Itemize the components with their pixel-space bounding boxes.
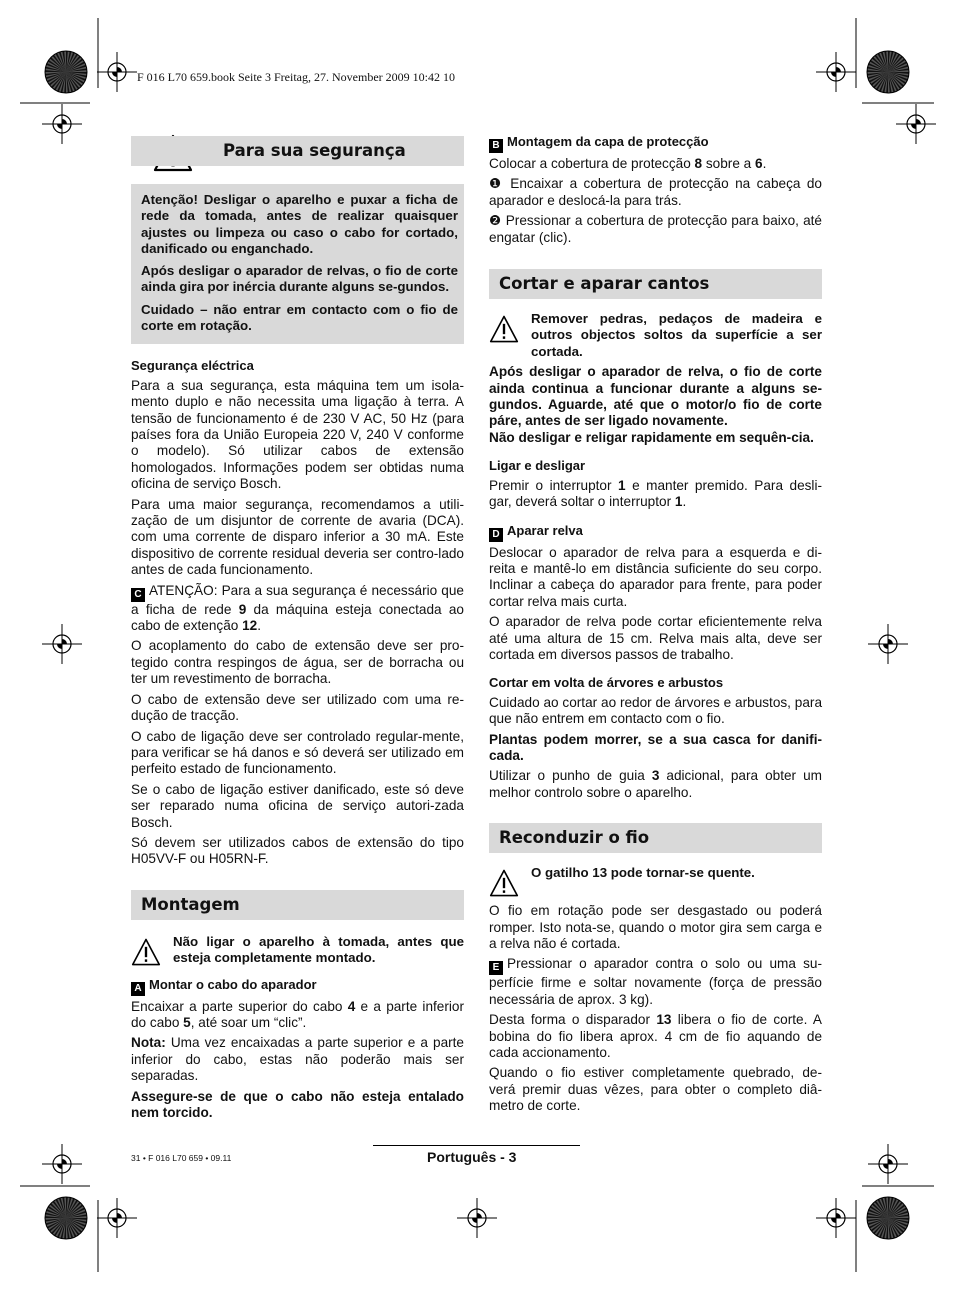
registration-mark-icon <box>472 1213 482 1223</box>
paragraph: O fio em rotação pode ser desgastado ou poderá romper. Isto nota-se, quando o motor gira sem carga e a relva não é cortada. <box>489 903 822 951</box>
paragraph: C ATENÇÃO: Para a sua segurança é necessário que a ficha de rede 9 da máquina esteja conectada ao cabo de extenção 12. <box>131 582 464 634</box>
trimming-heading: D Aparar relva <box>489 523 822 542</box>
bold-paragraph: Após desligar o aparador de relva, o fio de corte ainda continua a funcionar durante a alguns se-gundos. Aguarde, até que o motor/o fio de corte páre, antes de ser ligado novamente. <box>489 364 822 429</box>
figure-letter-badge: E <box>489 961 503 975</box>
step-number-icon: ❶ <box>489 176 504 192</box>
line-feed-section-title: Reconduzir o fio <box>489 823 822 853</box>
left-column <box>131 136 464 1125</box>
footer-code: 31 • F 016 L70 659 • 09.11 <box>131 1153 232 1163</box>
registration-mark-icon <box>112 1213 122 1223</box>
paragraph: Para a sua segurança, esta máquina tem um isola-mento duplo e não necessita uma ligação à terra. A tensão de funcionamento é de 230 V AC, 50 Hz (para países fora da União Europeia 220 V, 240 V conforme o modelo). Só utilizar cabos de extensão homologados. Informações podem ser obtidas numa oficina de serviço Bosch. <box>131 377 464 492</box>
bold-paragraph: Plantas podem morrer, se a sua casca for danifi-cada. <box>489 731 822 763</box>
warning-triangle-icon <box>131 938 161 966</box>
protective-cover-heading: B Montagem da capa de protecção <box>489 134 822 153</box>
assembly-warning: Não ligar o aparelho à tomada, antes que esteja completamente montado. <box>131 934 464 967</box>
mount-handle-heading: A Montar o cabo do aparador <box>131 977 464 996</box>
figure-letter-badge: A <box>131 982 145 996</box>
figure-letter-badge: C <box>131 588 145 602</box>
paragraph: E Pressionar o aparador contra o solo ou uma su-perfície firme e soltar novamente (força de pressão necessária de aprox. 3 kg). <box>489 956 822 1007</box>
warning-text: Atenção! Desligar o aparelho e puxar a ficha de rede da tomada, antes de realizar quaisquer ajustes ou limpeza ou caso o cabo for cortado, danificado ou enganchado. <box>141 192 458 256</box>
paragraph: O aparador de relva pode cortar eficientemente relva até uma altura de 15 cm. Relva mais alta, deve ser cortada em diversos passos de trabalho. <box>489 614 822 662</box>
warning-triangle-icon <box>489 869 519 897</box>
registration-mark-icon <box>57 119 67 129</box>
registration-mark-icon <box>112 67 122 77</box>
step-number-icon: ❷ <box>489 213 502 229</box>
figure-letter-badge: B <box>489 139 503 153</box>
registration-mark-icon <box>831 67 841 77</box>
bold-paragraph: Não desligar e religar rapidamente em sequên-cia. <box>489 429 814 445</box>
warning-text: Cuidado – não entrar em contacto com o fio de corte em rotação. <box>141 301 458 334</box>
footer-rule <box>373 1145 580 1146</box>
registration-mark-icon <box>57 639 67 649</box>
paragraph: Encaixar a parte superior do cabo 4 e a parte inferior do cabo 5, até soar um “clic”. <box>131 998 464 1030</box>
registration-mark-icon <box>911 119 921 129</box>
step-paragraph: ❶ Encaixar a cobertura de protecção na cabeça do aparador e deslocá-la para trás. <box>489 176 822 208</box>
paragraph: Deslocar o aparador de relva para a esquerda e di-reita e mantê-lo em distância suficiente do seu corpo. Inclinar a cabeça do aparador para frente, para poder cortar relva mais curta. <box>489 544 822 609</box>
paragraph: Desta forma o disparador 13 libera o fio de corte. A bobina do fio libera aprox. 4 cm de fio aquando de cada accionamento. <box>489 1012 822 1061</box>
paragraph: Utilizar o punho de guia 3 adicional, para obter um melhor controlo sobre o aparelho. <box>489 768 822 800</box>
paragraph: Cuidado ao cortar ao redor de árvores e arbustos, para que não entrem em contacto com o fio. <box>489 694 822 727</box>
warning-triangle-icon <box>489 315 519 343</box>
note-paragraph: Nota: Uma vez encaixadas a parte superior e a parte inferior do cabo, estas não poderão mais ser separadas. <box>131 1035 464 1084</box>
step-paragraph: ❷ Pressionar a cobertura de protecção para baixo, até engatar (clic). <box>489 213 822 245</box>
paragraph: Quando o fio estiver completamente quebrado, de-verá premir duas vêzes, para obter o completo diâ-metro de corte. <box>489 1065 822 1114</box>
line-feed-warning: O gatilho 13 pode tornar-se quente. <box>489 865 822 897</box>
book-header-line: F 016 L70 659.book Seite 3 Freitag, 27. November 2009 10:42 10 <box>137 70 455 84</box>
cutting-warning: Remover pedras, pedaços de madeira e outros objectos soltos da superfície a ser cortada. <box>489 311 822 360</box>
page-number: Português - 3 <box>427 1149 517 1165</box>
electrical-safety-heading: Segurança eléctrica <box>131 358 254 374</box>
bold-paragraph: Assegure-se de que o cabo não esteja entalado nem torcido. <box>131 1088 464 1120</box>
assembly-section-title: Montagem <box>131 890 464 920</box>
registration-mark-icon <box>57 1159 67 1169</box>
registration-mark-icon <box>883 1159 893 1169</box>
paragraph: Se o cabo de ligação estiver danificado, este só deve ser reparado numa oficina de serviço autori-zada Bosch. <box>131 781 464 830</box>
paragraph: Só devem ser utilizados cabos de extensão do tipo H05VV-F ou H05RN-F. <box>131 834 464 867</box>
trees-heading: Cortar em volta de árvores e arbustos <box>489 675 724 691</box>
on-off-heading: Ligar e desligar <box>489 458 586 474</box>
paragraph: O cabo de ligação deve ser controlado regular-mente, para verificar se há danos e só deverá ser utilizado em perfeito estado de funcionamento. <box>131 728 464 777</box>
paragraph: O acoplamento do cabo de extensão deve ser pro-tegido contra respingos de água, ser de borracha ou ter um revestimento de borracha. <box>131 638 464 687</box>
paragraph: O cabo de extensão deve ser utilizado com uma re-dução de tracção. <box>131 691 464 724</box>
safety-warning-box <box>131 184 464 344</box>
registration-mark-icon <box>831 1213 841 1223</box>
paragraph: Colocar a cobertura de protecção 8 sobre a 6. <box>489 156 767 171</box>
paragraph: Para uma maior segurança, recomendamos a utili-zação de um disjuntor de corrente de avaria (DCA). com uma corrente de disparo inferior a 30 mA. Este dispositivo de corrente residual deveria ser contro-lado antes de cada funcionamento. <box>131 496 464 578</box>
cutting-section-title: Cortar e aparar cantos <box>489 269 822 299</box>
registration-mark-icon <box>883 639 893 649</box>
right-column <box>489 134 822 1119</box>
safety-section-title: Para sua segurança <box>131 136 464 166</box>
paragraph: Premir o interruptor 1 e manter premido. Para desli-gar, deverá soltar o interruptor 1. <box>489 477 822 510</box>
warning-text: Após desligar o aparador de relvas, o fio de corte ainda gira por inércia durante alguns se-gundos. <box>141 263 458 295</box>
figure-letter-badge: D <box>489 528 503 542</box>
